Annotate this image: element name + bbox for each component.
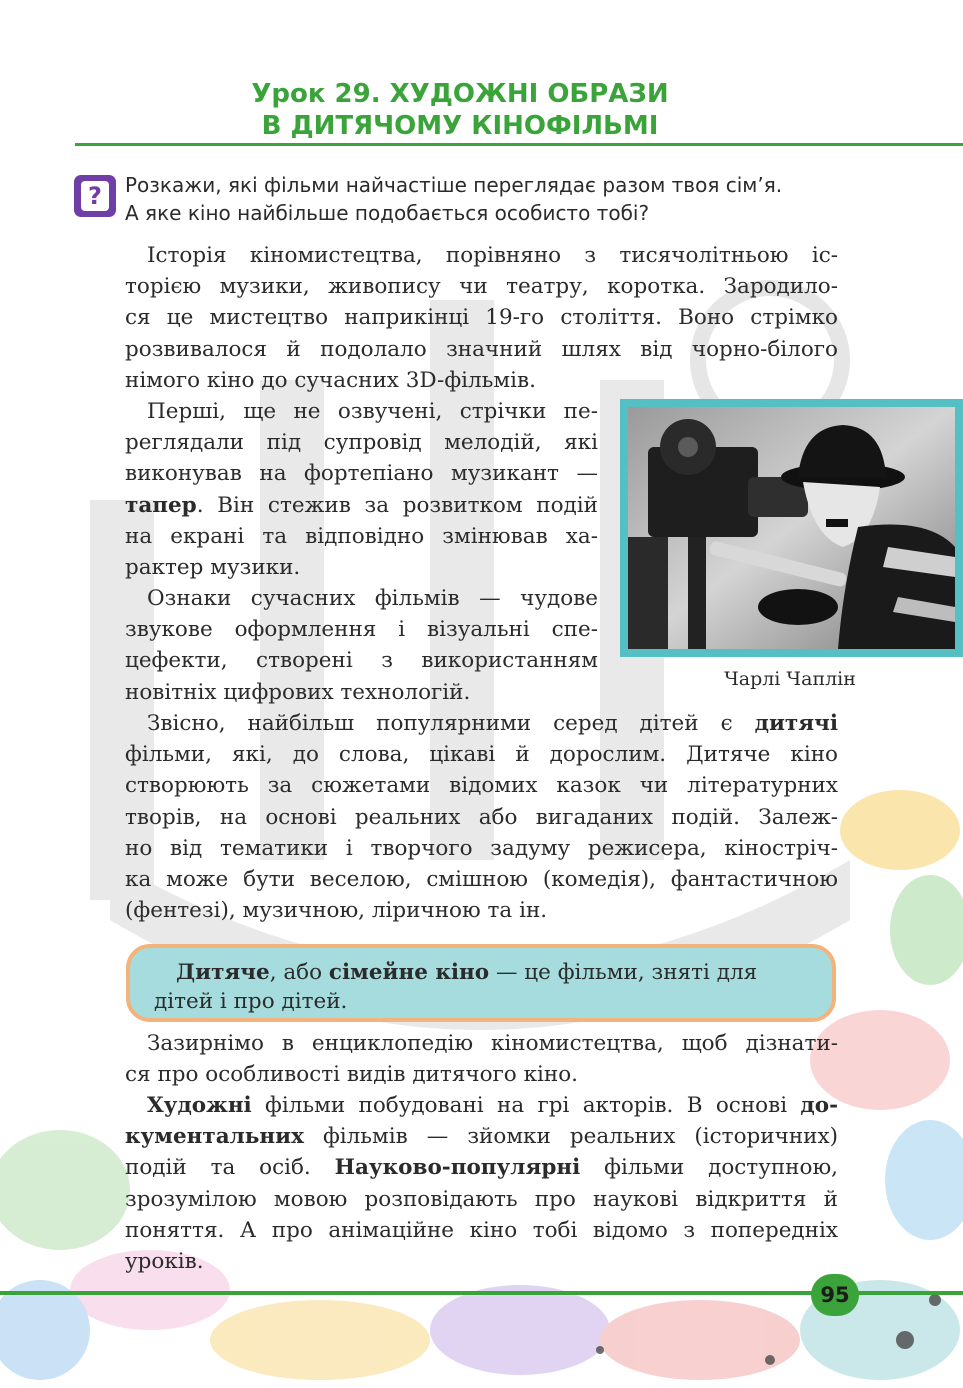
question-line: Розкажи, які фільми найчастіше переглядає разом твоя сім’я. xyxy=(125,173,783,197)
paragraph-film-types xyxy=(125,1090,838,1277)
text-line: уроків. xyxy=(125,1249,204,1275)
text-line: Перші, ще не озвучені, стрічки пе- xyxy=(147,399,598,424)
term-documentary: кументальних xyxy=(125,1124,304,1150)
definition-box xyxy=(126,944,836,1022)
text-line: Художні фільми побудовані на грі акторів. В основі до- xyxy=(147,1093,838,1118)
text-line: ка може бути веселою, смішною (комедія), фантастичною xyxy=(125,867,838,893)
text-line: торією музики, живопису чи театру, коротка. Зародило- xyxy=(125,274,838,300)
question-prompt xyxy=(125,171,885,227)
paragraph-modern-films xyxy=(125,583,598,708)
text-line: дітей і про дітей. xyxy=(154,989,348,1014)
text-line: кументальних фільмів — зйомки реальних (історичних) xyxy=(125,1124,838,1150)
text-line: Історія кіномистецтва, порівняно з тисячолітньою іс- xyxy=(147,243,838,268)
charlie-chaplin-photo xyxy=(620,399,963,657)
text-line: фільми, які, до слова, цікаві й дорослим. Дитяче кіно xyxy=(125,742,838,768)
photo-caption: Чарлі Чаплін xyxy=(724,668,856,690)
text-line: зрозумілою мовою розповідають про наукові відкриття й xyxy=(125,1186,838,1212)
paragraph-silent-films xyxy=(125,396,598,583)
term-taper: тапер xyxy=(125,492,197,518)
question-line: А яке кіно найбільше подобається особисто тобі? xyxy=(125,201,650,225)
paragraph-encyclopedia xyxy=(125,1028,838,1090)
term-family-cinema: сімейне кіно xyxy=(328,960,490,985)
term-popular-science: Науково-популярні xyxy=(334,1155,581,1181)
text-line: подій та осіб. Науково-популярні фільми доступною, xyxy=(125,1155,839,1181)
title-underline xyxy=(75,143,963,146)
text-line: ся це мистецтво наприкінці 19-го століття. Воно стрімко xyxy=(125,305,838,331)
text-line: Зазирнімо в енциклопедію кіномистецтва, щоб дізнати- xyxy=(147,1031,838,1056)
text-line: но від тематики і творчого задуму режисера, кіностріч- xyxy=(125,835,838,861)
definition-text xyxy=(154,958,820,1016)
text-line: німого кіно до сучасних 3D-фільмів. xyxy=(125,367,536,393)
text-line: створюють за сюжетами відомих казок чи літературних xyxy=(125,773,838,799)
text-line: тапер. Він стежив за розвитком подій xyxy=(125,492,598,518)
text-line: ся про особливості видів дитячого кіно. xyxy=(125,1062,579,1088)
text-line: виконував на фортепіано музикант — xyxy=(125,461,598,487)
lesson-title-line2: В ДИТЯЧОМУ КІНОФІЛЬМІ xyxy=(261,111,659,141)
text-line: поняття. А про анімаційне кіно тобі відомо з попередніх xyxy=(125,1217,838,1243)
term-feature-films: Художні xyxy=(147,1093,252,1118)
term-children-films: дитячі xyxy=(754,711,838,736)
text-line: Ознаки сучасних фільмів — чудове xyxy=(147,586,598,611)
text-line: розвивалося й подолало значний шлях від чорно-білого xyxy=(125,336,838,362)
lesson-title xyxy=(130,78,790,142)
question-mark-glyph: ? xyxy=(81,181,109,211)
text-line: реглядали під супровід мелодій, які xyxy=(125,430,598,456)
text-line: Звісно, найбільш популярними серед дітей є дитячі xyxy=(147,711,838,736)
paragraph-children-films xyxy=(125,708,838,926)
lesson-title-line1: Урок 29. ХУДОЖНІ ОБРАЗИ xyxy=(251,79,669,109)
text-line: цефекти, створені з використанням xyxy=(125,648,598,674)
term-childrens-cinema: Дитяче xyxy=(176,960,270,985)
text-line: звукове оформлення і візуальні спе- xyxy=(125,617,598,643)
text-line: творів, на основі реальних або вигаданих подій. Залеж- xyxy=(125,804,838,830)
paragraph-history xyxy=(125,240,838,396)
text-line: рактер музики. xyxy=(125,555,301,581)
text-line: Дитяче, або сімейне кіно — це фільми, зняті для xyxy=(176,960,758,985)
text-line: на екрані та відповідно змінював ха- xyxy=(125,523,598,549)
page-number: 95 xyxy=(811,1274,859,1316)
text-line: (фентезі), музичною, ліричною та ін. xyxy=(125,898,548,924)
text-line: новітніх цифрових технологій. xyxy=(125,679,471,705)
question-mark-icon xyxy=(74,175,116,217)
photo-image xyxy=(628,407,955,649)
